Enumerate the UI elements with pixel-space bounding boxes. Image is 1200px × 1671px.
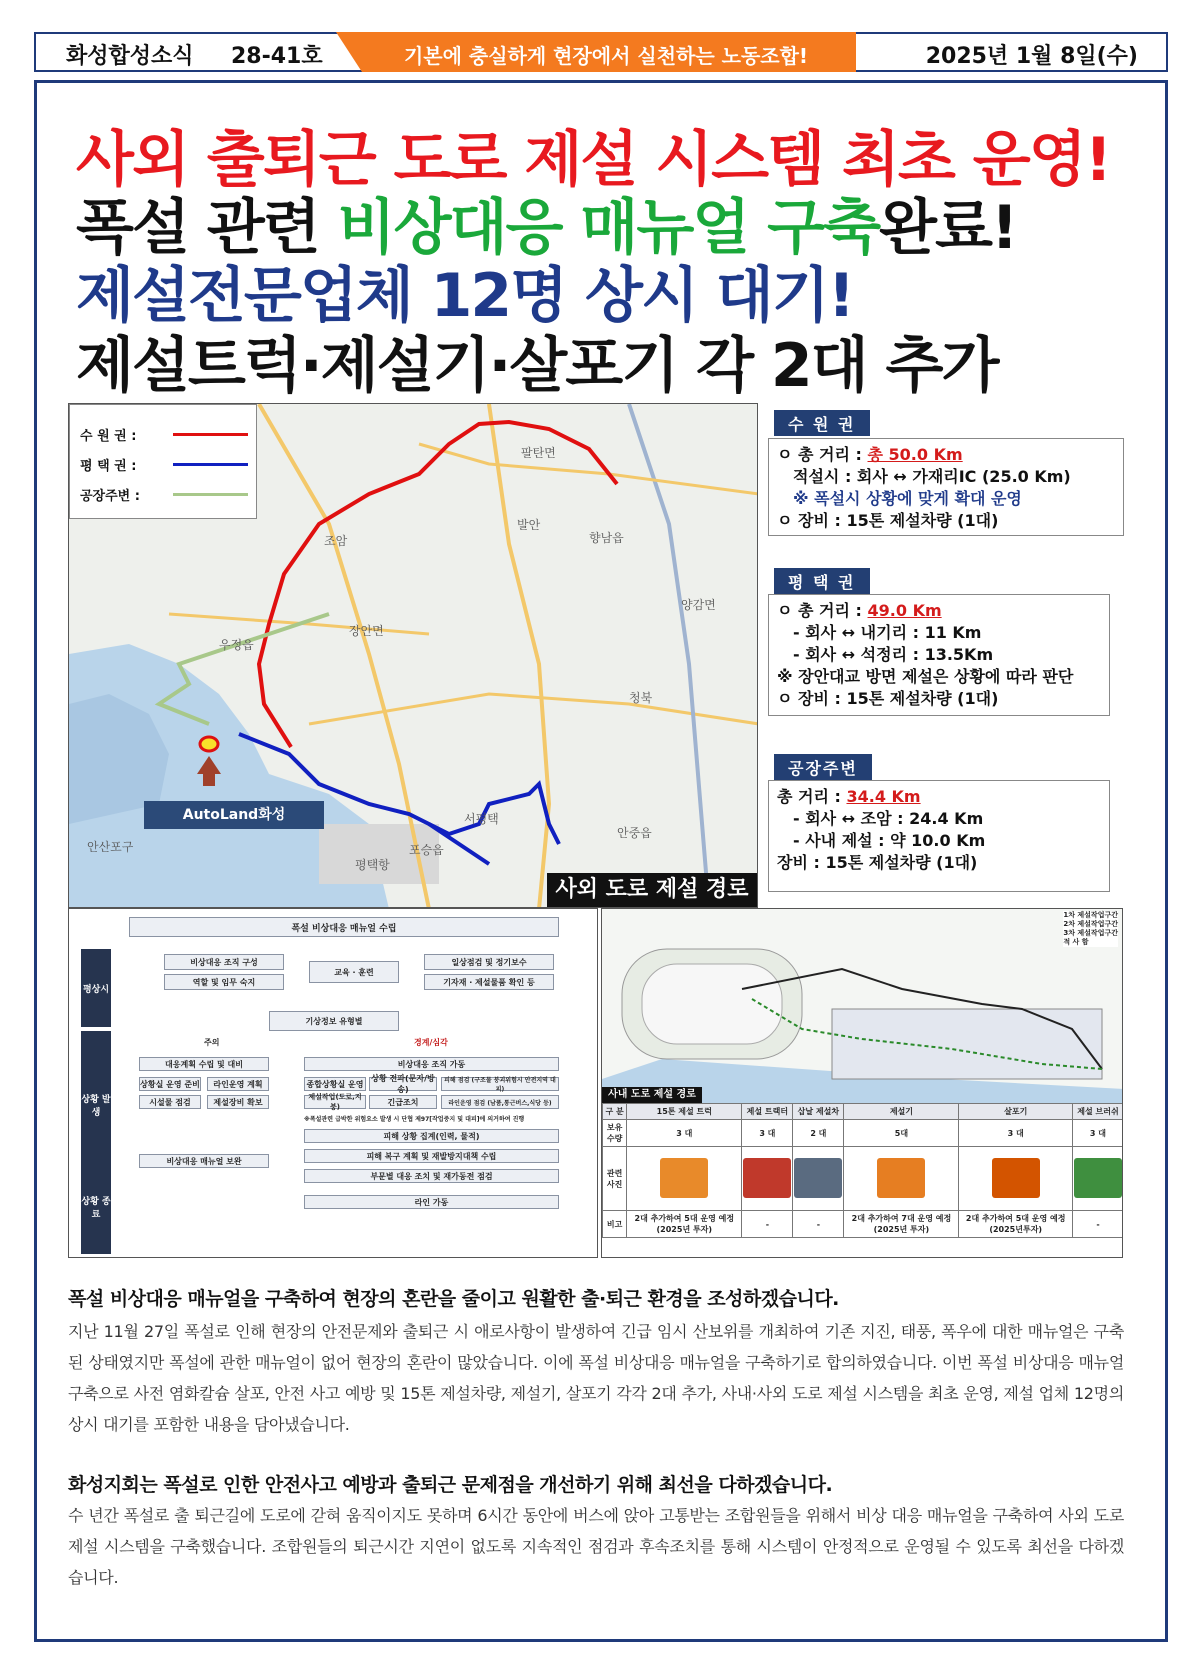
flow-run-org: 비상대응 조직 가동 xyxy=(304,1057,559,1071)
flow-role: 역할 및 임무 숙지 xyxy=(164,974,284,990)
place-label: 발안 xyxy=(517,518,541,532)
flow-alert: 경계/심각 xyxy=(414,1038,448,1047)
pyeongtaek-distance-value: 49.0 Km xyxy=(867,601,942,620)
table-row: 관련사진 xyxy=(603,1147,1124,1211)
flow-sit-share: 상황 전파(문자/방송) xyxy=(369,1077,437,1091)
flow-line-plan: 라인운영 계획 xyxy=(207,1077,269,1091)
article-heading-1: 폭설 비상대응 매뉴얼을 구축하여 현장의 혼란을 줄이고 원활한 출·퇴근 환경을 조성하겠습니다. xyxy=(68,1288,839,1310)
flow-part-check: 부문별 대응 조치 및 재가동전 점검 xyxy=(304,1169,559,1183)
flow-damage-check: 피해 점검 (구조물 붕괴위험시 안전지역 대피) xyxy=(441,1077,559,1091)
flow-line-check: 라인운영 점검 (남품,통근버스,식당 등) xyxy=(441,1095,559,1109)
place-label: 안중읍 xyxy=(617,826,652,840)
legend-suwon-line xyxy=(173,433,248,436)
pyeongtaek-route-2: - 회사 ↔ 석정리 : 13.5Km xyxy=(793,645,994,664)
flow-recovery: 피해 복구 계획 및 재발방지대책 수립 xyxy=(304,1149,559,1163)
factory-area-title: 공장주변 xyxy=(774,754,872,780)
place-label: 평택항 xyxy=(355,858,390,872)
flow-side-normal: 평상시 xyxy=(81,949,111,1027)
pyeongtaek-equipment: ㅇ 장비 : 15톤 제설차량 (1대) xyxy=(777,689,999,708)
slogan-text: 기본에 충실하게 현장에서 실천하는 노동조합! xyxy=(403,44,809,68)
truck-photo xyxy=(660,1158,708,1198)
flow-damage-sum: 피해 상황 집계(인력, 물적) xyxy=(304,1129,559,1143)
place-label: 청북 xyxy=(629,691,653,705)
emergency-flowchart xyxy=(68,908,598,1258)
flow-daily: 일상점검 및 정기보수 xyxy=(424,954,554,970)
flow-equip: 기자재 · 제설물품 확인 등 xyxy=(424,974,554,990)
factory-route-2: - 사내 제설 : 약 10.0 Km xyxy=(793,831,986,850)
place-label: 장안면 xyxy=(349,624,384,638)
pyeongtaek-title: 평 택 권 xyxy=(774,568,870,594)
tractor-photo xyxy=(743,1158,791,1198)
legend-pyeongtaek-label: 평 택 권 : xyxy=(80,459,137,474)
legend-factory-label: 공장주변 : xyxy=(80,489,140,504)
legend-suwon-label: 수 원 권 : xyxy=(80,429,137,444)
pyeongtaek-panel xyxy=(768,594,1110,716)
suwon-title: 수 원 권 xyxy=(774,410,870,436)
site-legend: 1차 제설작업구간 2차 제설작업구간 3차 제설작업구간 적 사 함 xyxy=(1063,911,1118,946)
map-legend xyxy=(69,404,257,519)
factory-equipment: 장비 : 15톤 제설차량 (1대) xyxy=(777,853,978,872)
flow-caution: 주의 xyxy=(204,1038,220,1047)
issue-number: 28-41호 xyxy=(231,44,323,69)
flow-side-occur: 상황 발생 xyxy=(81,1031,111,1179)
flow-facility: 시설물 점검 xyxy=(139,1095,201,1109)
headline-1: 사외 출퇴근 도로 제설 시스템 최초 운영! xyxy=(76,125,1111,195)
place-label: 조암 xyxy=(324,534,348,548)
flow-emergency: 긴급조치 xyxy=(369,1095,437,1109)
headline-2-highlight: 비상대응 매뉴얼 구축 xyxy=(337,193,880,263)
headline-2-a: 폭설 관련 xyxy=(76,193,338,263)
blade-truck-photo xyxy=(794,1158,842,1198)
place-label: 안산포구 xyxy=(87,840,134,854)
flow-title: 폭설 비상대응 매뉴얼 수립 xyxy=(129,917,559,937)
newsletter-header xyxy=(34,32,1168,72)
route-map xyxy=(68,403,758,908)
flow-sitroom: 상황실 운영 준비 xyxy=(139,1077,201,1091)
flow-line-run: 라인 가동 xyxy=(304,1195,559,1209)
article-heading-2: 화성지회는 폭설로 인한 안전사고 예방과 출퇴근 문제점을 개선하기 위해 최선을 다하겠습니다. xyxy=(68,1474,833,1496)
map-caption: 사외 도로 제설 경로 xyxy=(547,873,757,907)
place-label: 서평택 xyxy=(464,812,499,826)
table-row: 비고 2대 추가하여 5대 운영 예정 (2025년 투자) - - 2대 추가하여 7대 운영 예정 (2025년 투자) 2대 추가하여 5대 운영 예정 (2025년투자) - xyxy=(603,1211,1124,1238)
place-label: 팔탄면 xyxy=(521,446,556,460)
flow-manual-fix: 비상대응 매뉴얼 보완 xyxy=(139,1154,269,1168)
suwon-distance: ㅇ 총 거리 : 총 50.0 Km xyxy=(777,445,963,464)
flow-edu: 교육 · 훈련 xyxy=(309,961,399,983)
headline-2-c: 완료! xyxy=(879,193,1017,263)
flow-snow-work: 제설작업(도로,지붕) xyxy=(304,1095,366,1109)
factory-distance: 총 거리 : 34.4 Km xyxy=(777,787,921,806)
legend-pyeongtaek-line xyxy=(173,463,248,466)
site-route-map xyxy=(601,908,1123,1258)
factory-label: AutoLand화성 xyxy=(144,801,324,829)
suwon-note: ※ 폭설시 상황에 맞게 확대 운영 xyxy=(793,489,1022,508)
headline-3: 제설전문업체 12명 상시 대기! xyxy=(76,261,854,331)
suwon-distance-value: 총 50.0 Km xyxy=(867,445,963,464)
flow-side-end: 상황 종료 xyxy=(81,1159,111,1254)
factory-route-1: - 회사 ↔ 조암 : 24.4 Km xyxy=(793,809,984,828)
issue-date: 2025년 1월 8일(수) xyxy=(925,44,1138,69)
flow-plan: 대응계획 수립 및 대비 xyxy=(139,1057,269,1071)
pyeongtaek-note: ※ 장안대교 방면 제설은 상황에 따라 판단 xyxy=(777,667,1074,686)
flow-equip-secure: 제설장비 확보 xyxy=(207,1095,269,1109)
place-label: 향남읍 xyxy=(589,531,624,545)
flow-sit-run: 종합상황실 운영 xyxy=(304,1077,366,1091)
pyeongtaek-route-1: - 회사 ↔ 내기리 : 11 Km xyxy=(793,623,982,642)
flow-org: 비상대응 조직 구성 xyxy=(164,954,284,970)
place-label: 양감면 xyxy=(681,598,716,612)
article-paragraph-1: 지난 11월 27일 폭설로 인해 현장의 안전문제와 출퇴근 시 애로사항이 발생하여 긴급 임시 산보위를 개최하여 기존 지진, 태풍, 폭우에 대한 매뉴얼은 구축된 상태였지만 폭설에 관한 매뉴얼이 없어 현장의 혼란이 많았습니다. 이에 폭설 비상대응 매뉴얼을 구축하기로 합의하였습니다. 이번 폭설 비상대응 매뉴얼 구축으로 사전 염화칼슘 살포, 안전 사고 예방 및 15톤 제설차량, 제설기, 살포기 각각 2대 추가, 사내·사외 도로 제설 시스템을 최초 운영, 제설 업체 12명의 상시 대기를 포함한 내용을 담아냈습니다. xyxy=(68,1322,1124,1434)
equipment-table: 구 분 15톤 제설 트럭 제설 트랙터 삽날 제설차 제설기 살포기 제설 브러쉬 보유수량 3 대 3 대 2 대 5대 3 대 3 대 관련사진 비고 2대 추가하여 5대 운영 예정 (2025년 투자) - - 2대 추가하여 7대 운영 예정 (2025년 투자) 2대 추가하여 5대 운영 예정 (2025년투자) - xyxy=(602,1103,1123,1238)
snow-blower-photo xyxy=(877,1158,925,1198)
factory-area-panel xyxy=(768,780,1110,892)
legend-factory-line xyxy=(173,493,248,496)
spreader-photo xyxy=(992,1158,1040,1198)
table-row: 보유수량 3 대 3 대 2 대 5대 3 대 3 대 xyxy=(603,1120,1124,1147)
place-label: 포승읍 xyxy=(409,843,444,857)
flow-weather: 기상정보 유형별 xyxy=(269,1011,399,1031)
pyeongtaek-distance: ㅇ 총 거리 : 49.0 Km xyxy=(777,601,942,620)
site-map-graphic xyxy=(602,909,1123,1103)
suwon-panel xyxy=(768,438,1124,536)
headline-4: 제설트럭·제설기·살포기 각 2대 추가 xyxy=(76,331,998,401)
place-label: 우정읍 xyxy=(219,638,254,652)
site-caption: 사내 도로 제설 경로 xyxy=(602,1087,702,1103)
article-paragraph-2: 수 년간 폭설로 출 퇴근길에 도로에 갇혀 움직이지도 못하며 6시간 동안에 버스에 앉아 고통받는 조합원들을 위해서 비상 대응 매뉴얼을 구축하여 사외 도로 제설 시스템을 구축했습니다. 조합원들의 퇴근시간 지연이 없도록 지속적인 점검과 후속조치를 통해 시스템이 안정적으로 운영될 수 있도록 최선을 다하겠습니다. xyxy=(68,1506,1124,1587)
suwon-snow-line: 적설시 : 회사 ↔ 가재리IC (25.0 Km) xyxy=(793,467,1071,486)
factory-distance-value: 34.4 Km xyxy=(846,787,921,806)
brush-photo xyxy=(1074,1158,1122,1198)
suwon-equipment: ㅇ 장비 : 15톤 제설차량 (1대) xyxy=(777,511,999,530)
flow-rule-note: ※폭설관련 급박한 위험요소 발생 시 단협 제97[작업중지 및 대피]에 의거하여 진행 xyxy=(304,1116,525,1123)
paper-name: 화성합성소식 xyxy=(66,44,194,69)
